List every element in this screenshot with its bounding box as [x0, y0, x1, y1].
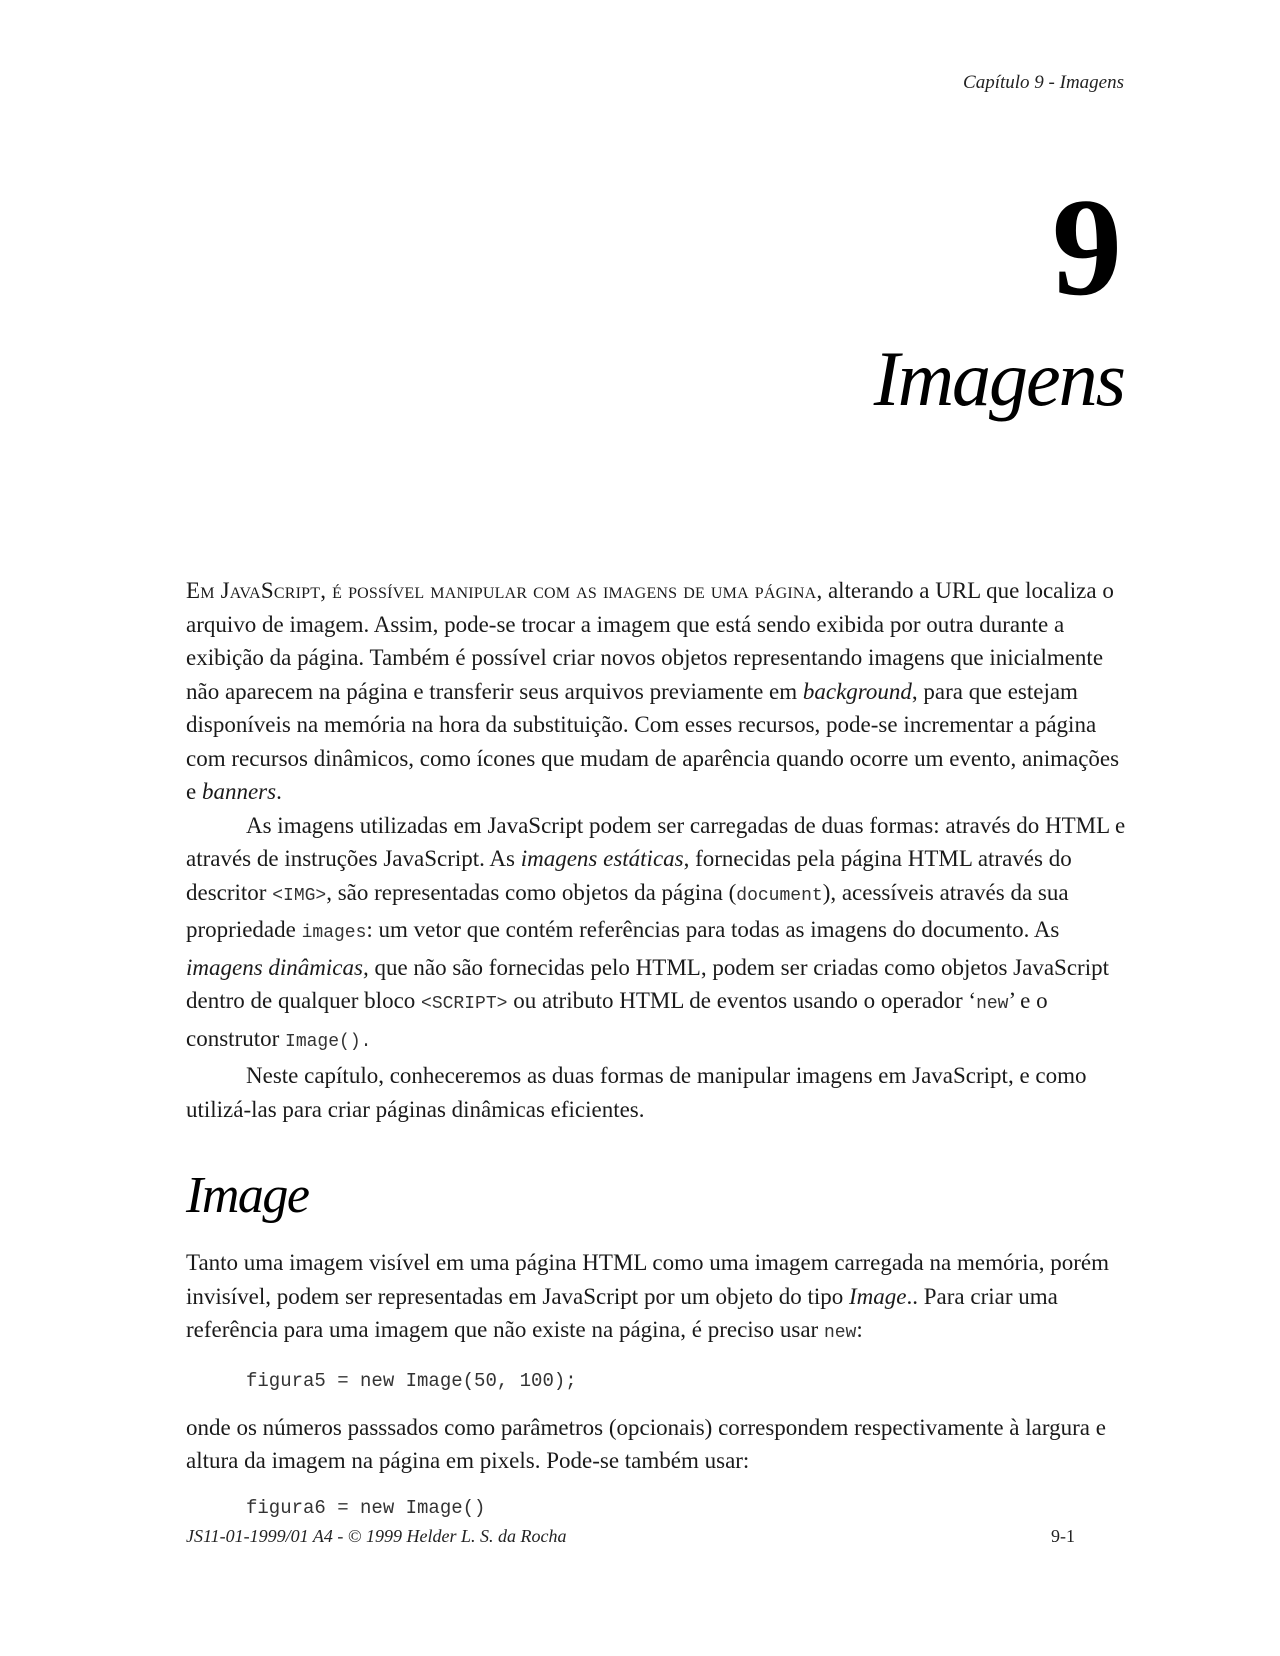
- text-run: .: [276, 779, 282, 804]
- emphasis-background: background: [802, 678, 912, 704]
- page-number: 9-1: [1051, 1526, 1075, 1546]
- intro-paragraph-3: Neste capítulo, conheceremos as duas formas de manipular imagens em JavaScript, e como utilizá-las para criar páginas dinâmicas eficientes.: [186, 1063, 1087, 1122]
- text-run: , alterando a URL que localiza o arquivo de imagem. Assim, pode-se trocar a imagem que está sendo exibida por outra durante a exibição da página. Também é possível criar novos objetos representando imagens que inicialmente não aparecem na página e transferir seus arquivos previamente em: [186, 578, 1114, 704]
- chapter-number: 9: [1052, 170, 1122, 325]
- intro-paragraph-2: [186, 809, 1126, 1060]
- text-run: ou atributo HTML de eventos usando o operador ‘: [507, 988, 977, 1013]
- section-title: Image: [186, 1167, 309, 1224]
- code-script-tag: <SCRIPT>: [421, 994, 508, 1014]
- section-paragraph-2: onde os números passsados como parâmetros (opcionais) correspondem respectivamente à largura e altura da imagem na página em pixels. Pode-se também usar:: [186, 1414, 1106, 1473]
- code-block-2: figura6 = new Image(): [246, 1496, 486, 1519]
- code-document: document: [736, 885, 823, 906]
- code-block-1: figura5 = new Image(50, 100);: [246, 1369, 577, 1392]
- code-new: new: [976, 994, 1009, 1014]
- emphasis-image: Image: [849, 1283, 907, 1309]
- code-new: new: [823, 1323, 857, 1343]
- text-run: As imagens utilizadas em JavaScript podem ser carregadas de duas formas: através do HTML e através de instruções JavaScript. As: [186, 812, 1126, 871]
- emphasis-dynamic-images: imagens dinâmicas,: [186, 954, 369, 980]
- code-image-constructor: Image().: [285, 1031, 372, 1052]
- section-paragraph-1: [186, 1246, 1126, 1351]
- text-run: que não são fornecidas pelo HTML, podem ser criadas como objetos JavaScript dentro de qualquer bloco: [186, 954, 1109, 1013]
- text-run: .. Para criar uma referência para uma imagem que não existe na página, é preciso usar: [186, 1283, 1058, 1342]
- text-run: Tanto uma imagem visível em uma página HTML como uma imagem carregada na memória, porém invisível, podem ser representadas em JavaScript por um objeto do tipo: [186, 1250, 1109, 1309]
- text-run: , para que estejam disponíveis na memória na hora da substituição. Com esses recursos, pode-se incrementar a página com recursos dinâmicos, como ícones que mudam de aparência quando ocorre um evento, animações e: [186, 678, 1120, 804]
- text-run: , são representadas como objetos da página (: [326, 879, 737, 905]
- emphasis-static-images: imagens estáticas: [520, 846, 684, 871]
- emphasis-banners: banners: [201, 779, 277, 804]
- intro-lead-smallcaps: Em JavaScript, é possível manipular com as imagens de uma página: [186, 578, 817, 603]
- running-header: Capítulo 9 - Imagens: [963, 72, 1124, 93]
- code-img-tag: <IMG>: [272, 885, 327, 906]
- intro-paragraph-1: [186, 574, 1126, 809]
- chapter-title: Imagens: [873, 335, 1124, 422]
- text-run: :: [856, 1317, 863, 1342]
- code-images: images: [301, 923, 367, 943]
- text-run: , fornecidas pela página HTML através do descritor: [186, 846, 1072, 905]
- text-run: : um vetor que contém referências para todas as imagens do documento. As: [366, 917, 1060, 942]
- footer-copyright: JS11-01-1999/01 A4 - © 1999 Helder L. S. da Rocha: [186, 1526, 567, 1546]
- text-run: ’ e o construtor: [186, 988, 1048, 1051]
- text-run: ), acessíveis através da sua propriedade: [186, 879, 1069, 942]
- page-body: [186, 574, 1126, 1538]
